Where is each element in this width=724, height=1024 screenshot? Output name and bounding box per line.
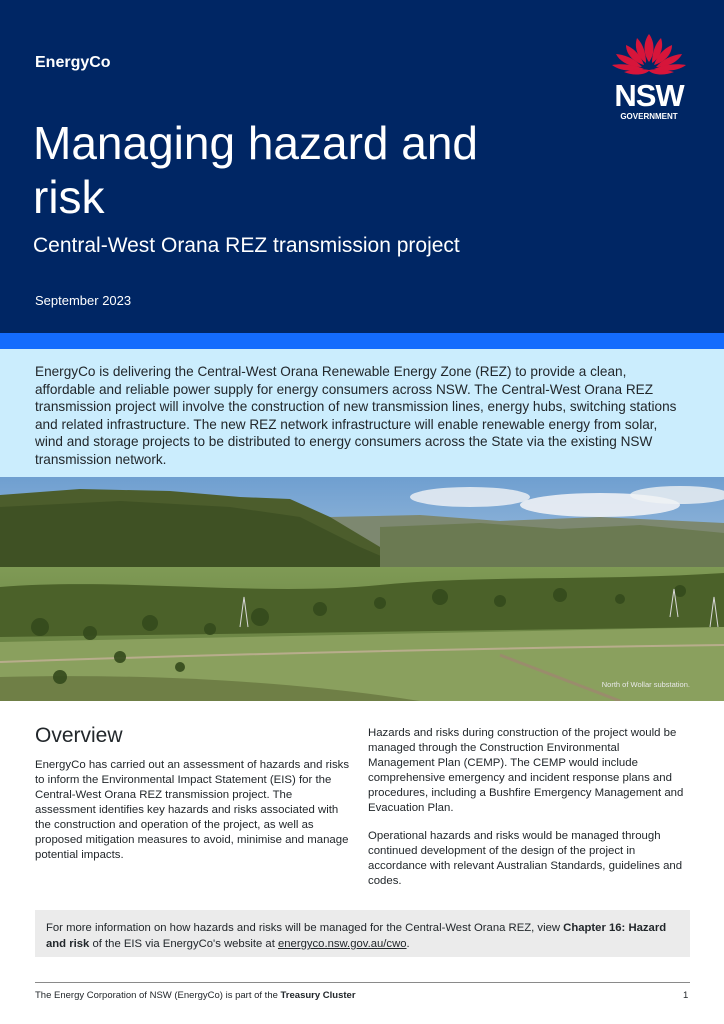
intro-paragraph: EnergyCo is delivering the Central-West Orana Renewable Energy Zone (REZ) to provide a clean, affordable and reliable power supply for energy consumers across NSW. The Central-West Orana REZ transmission project will involve the construction of new transmission lines, energy hubs, switching stations and related infrastructure. The new REZ network infrastructure will enable renewable energy from solar, wind and storage projects to be distributed to energy consumers across the State via the existing NSW transmission network. bbox=[35, 364, 677, 467]
energyco-website-link[interactable]: energyco.nsw.gov.au/cwo bbox=[277, 938, 407, 950]
footer-cluster: Treasury Cluster bbox=[280, 990, 356, 1001]
photo-caption: North of Wollar substation. bbox=[601, 680, 690, 689]
logo-wordmark: NSW bbox=[614, 78, 684, 113]
footer-text bbox=[35, 990, 356, 1001]
page-number: 1 bbox=[683, 990, 689, 1001]
page-title: Managing hazard and risk bbox=[33, 117, 478, 223]
more-info-end: . bbox=[406, 938, 410, 950]
overview-heading: Overview bbox=[35, 724, 123, 747]
more-info-text bbox=[46, 920, 676, 952]
landscape-photo bbox=[0, 477, 724, 701]
header-banner bbox=[0, 0, 724, 333]
waratah-flower-icon bbox=[608, 32, 690, 78]
overview-paragraph: EnergyCo has carried out an assessment of hazards and risks to inform the Environmental Impact Statement (EIS) for the Central-West Orana REZ transmission project. The assessment identifies key hazards and risks associated with the construction and operation of the project, as well as proposed mitigation measures to avoid, minimise and manage potential impacts. bbox=[35, 759, 350, 861]
footer-statement: The Energy Corporation of NSW (EnergyCo) is part of the bbox=[35, 990, 281, 1001]
operational-paragraph: Operational hazards and risks would be managed through continued development of the design of the project in accordance with relevant Australian Standards, guidelines and codes. bbox=[368, 830, 683, 887]
nsw-government-logo bbox=[608, 32, 690, 122]
more-info-middle: of the EIS via EnergyCo's website at bbox=[89, 938, 278, 950]
intro-panel bbox=[0, 349, 724, 477]
accent-stripe bbox=[0, 333, 724, 349]
more-info-box bbox=[35, 910, 690, 957]
logo-government-label: GOVERNMENT bbox=[620, 112, 678, 121]
chapter-reference: Chapter 16: Hazard and risk bbox=[46, 922, 667, 950]
more-info-intro: For more information on how hazards and risks will be managed for the Central-West Orana REZ, view bbox=[46, 922, 564, 934]
page-subtitle: Central-West Orana REZ transmission project bbox=[33, 234, 460, 257]
footer-divider bbox=[35, 982, 690, 983]
landscape-image bbox=[0, 477, 724, 701]
publication-date: September 2023 bbox=[35, 293, 132, 308]
management-column bbox=[368, 726, 686, 902]
overview-column bbox=[35, 724, 353, 876]
construction-paragraph: Hazards and risks during construction of the project would be managed through the Construction Environmental Management Plan (CEMP). The CEMP would include comprehensive emergency and incident response plans and procedures, including a Bushfire Emergency Management and Evacuation Plan. bbox=[368, 727, 684, 814]
brand-name: EnergyCo bbox=[35, 54, 111, 71]
